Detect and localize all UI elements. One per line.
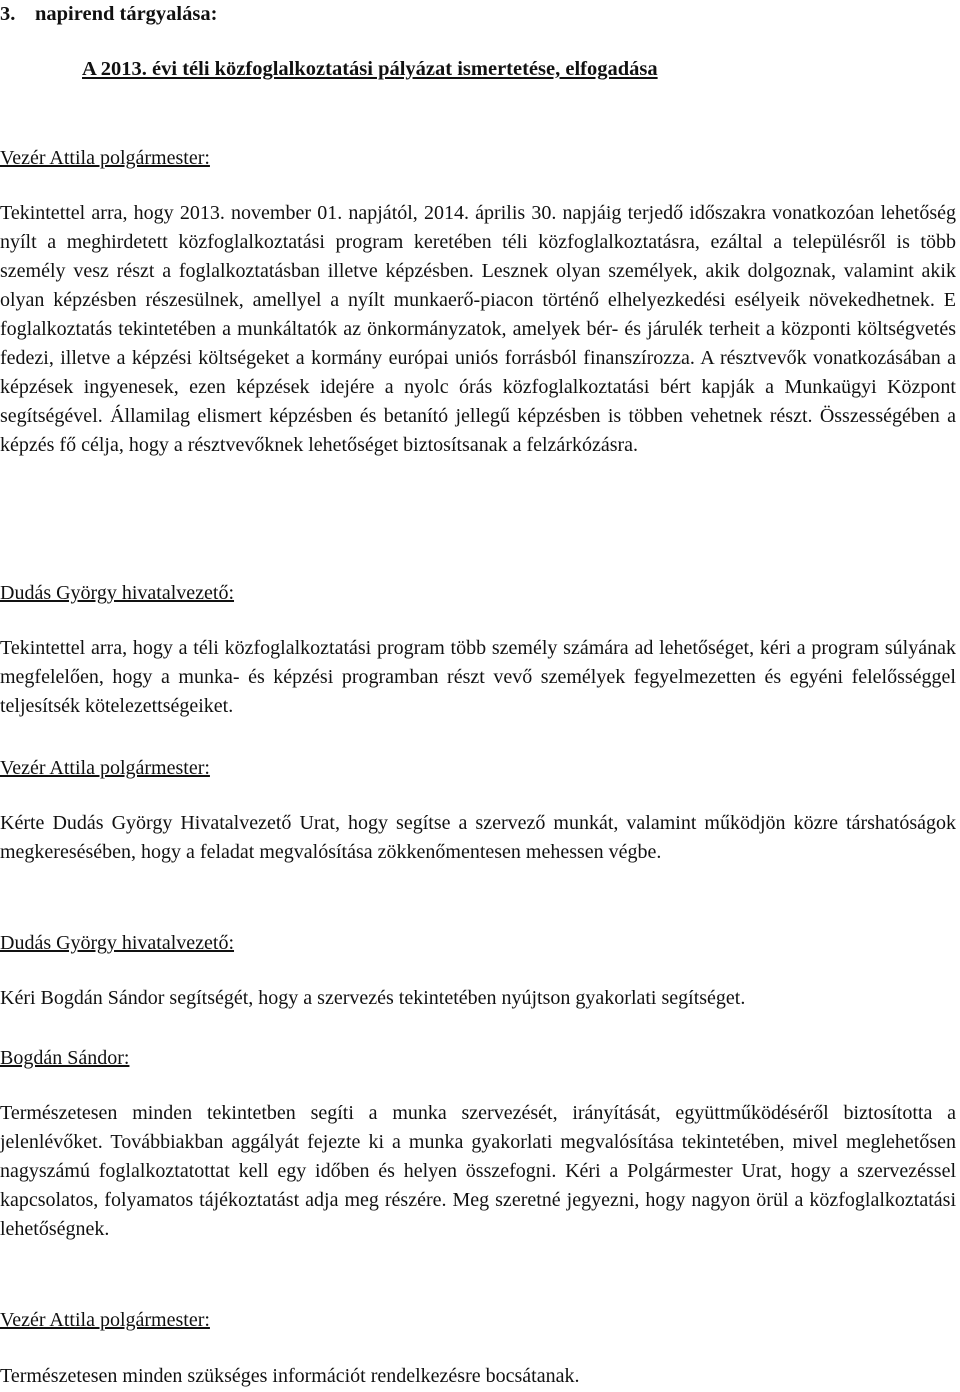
speaker-name: Vezér Attila polgármester: [0,147,210,169]
speaker-name: Vezér Attila polgármester: [0,1309,210,1331]
statement-paragraph: Természetesen minden tekintetben segíti a munka szervezését, irányítását, együttműködéséről biztosította a jelenlévőket. Továbbiakban aggályát fejezte ki a munka gyakorlati megvalósítása tekintetében, mivel meglehetősen nagyszámú foglalkoztatottat kell egy időben és helyen összefogni. Kéri a Polgármester Urat, hogy a szervezéssel kapcsolatos, folyamatos tájékoztatást adja meg részére. Meg szeretné jegyezni, hogy nagyon örül a közfoglalkoztatási lehetőségnek. [0,1102,956,1240]
statement-paragraph: Tekintettel arra, hogy 2013. november 01. napjától, 2014. április 30. napjáig terjedő időszakra vonatkozóan lehetőség nyílt a meghirdetett közfoglalkoztatási program keretében téli közfoglalkoztatásra, ezáltal a településről is több személy vesz részt a foglalkoztatásban illetve képzésben. Lesznek olyan személyek, akik dolgoznak, valamint akik olyan képzésben részesülnek, amellyel a nyílt munkaerő-piacon történő elhelyezkedési esélyeik növekedhetnek. E foglalkoztatás tekintetében a munkáltatók az önkormányzatok, amelyek bér- és járulék terheit a központi költségvetés fedezi, illetve a képzési költségeket a kormány európai uniós forrásból finanszírozza. A résztvevők vonatkozásában a képzések ingyenesek, ezen képzések idejére a nyolc órás közfoglalkoztatási bért kapják a Munkaügyi Központ segítségével. Államilag elismert képzésben és betanító jellegű képzésben is többen vehetnek részt. Összességében a képzés fő célja, hogy a résztvevőknek lehetőséget biztosítsanak a felzárkózásra. [0,202,956,456]
agenda-heading [0,2,217,26]
speaker-name: Vezér Attila polgármester: [0,757,210,779]
speaker-name: Dudás György hivatalvezető: [0,582,235,604]
statement-paragraph: Tekintettel arra, hogy a téli közfoglalkoztatási program több személy számára ad lehetőséget, kéri a program súlyának megfelelően, hogy a munka- és képzési programban részt vevő személyek fegyelmezetten és egyéni felelősséggel teljesítsék kötelezettségeiket. [0,637,956,717]
speaker-name: Bogdán Sándor: [0,1047,130,1069]
statement-paragraph: Természetesen minden szükséges információt rendelkezésre bocsátanak. [0,1365,580,1387]
agenda-subtitle: A 2013. évi téli közfoglalkoztatási pályázat ismertetése, elfogadása [82,58,658,80]
agenda-title: napirend tárgyalása: [35,3,218,25]
speaker-name: Dudás György hivatalvezető: [0,932,235,954]
statement-paragraph: Kérte Dudás György Hivatalvezető Urat, hogy segítse a szervező munkát, valamint működjön közre társhatóságok megkeresésében, hogy a feladat megvalósítása zökkenőmentesen mehessen végbe. [0,812,956,863]
agenda-number: 3. [0,3,16,25]
statement-paragraph: Kéri Bogdán Sándor segítségét, hogy a szervezés tekintetében nyújtson gyakorlati segítséget. [0,987,746,1009]
